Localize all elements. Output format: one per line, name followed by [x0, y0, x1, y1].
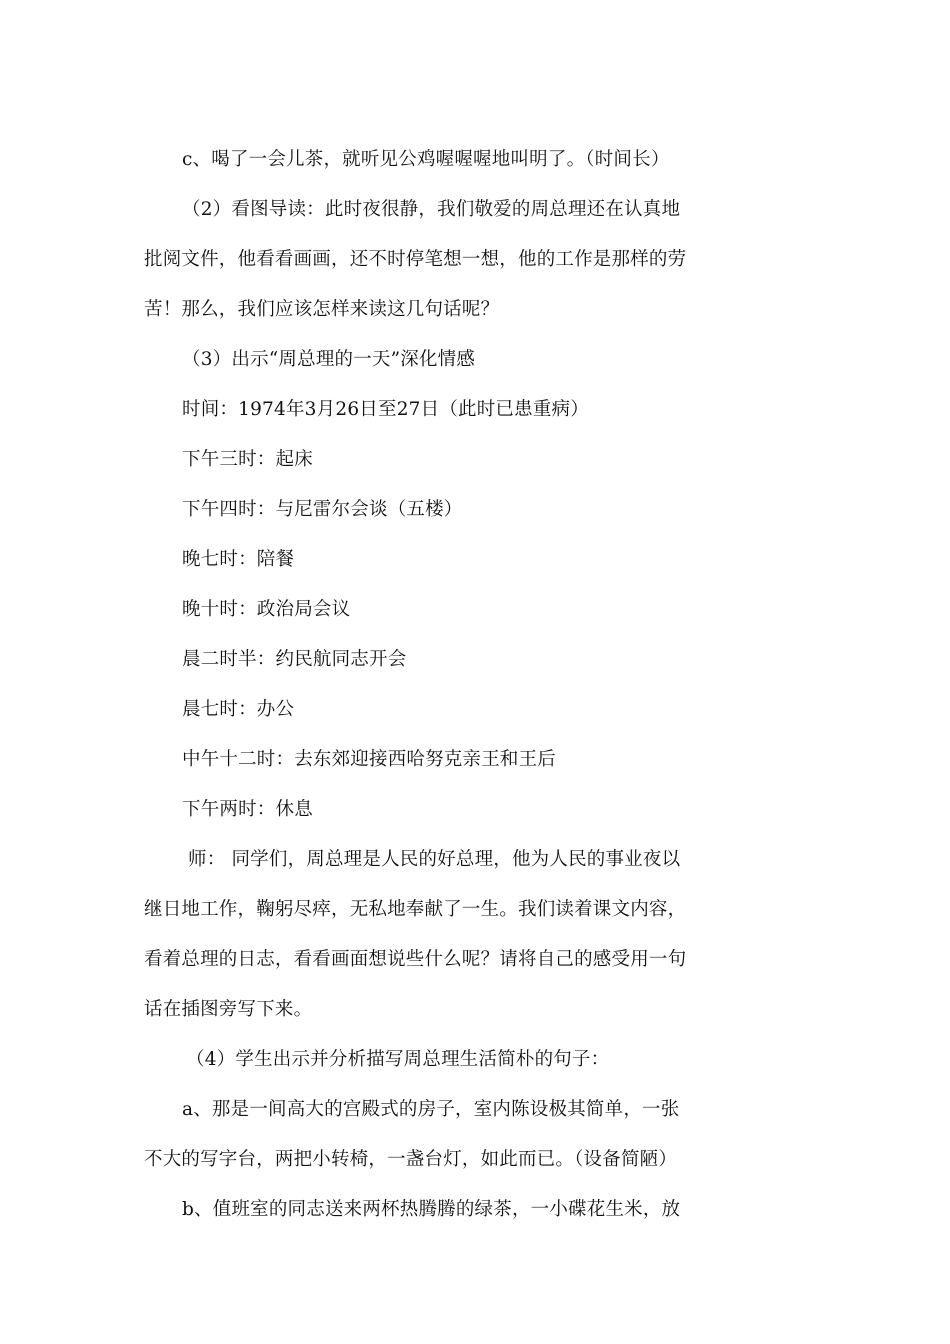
paragraph-line: b、值班室的同志送来两杯热腾腾的绿茶，一小碟花生米，放	[182, 1199, 681, 1220]
paragraph-line: 师： 同学们，周总理是人民的好总理，他为人民的事业夜以	[188, 849, 681, 870]
paragraph-line: 批阅文件，他看看画画，还不时停笔想一想，他的工作是那样的劳	[144, 249, 687, 270]
schedule-line: 下午四时：与尼雷尔会谈（五楼）	[182, 499, 463, 520]
paragraph-line: （3）出示“周总理的一天”深化情感	[182, 349, 476, 370]
schedule-line: 晚十时：政治局会议	[182, 599, 351, 620]
schedule-line: 晨二时半：约民航同志开会	[182, 649, 407, 670]
paragraph-line: a、那是一间高大的宫殿式的房子，室内陈设极其简单，一张	[182, 1099, 680, 1120]
paragraph-line: 看着总理的日志，看看画面想说些什么呢？请将自己的感受用一句	[144, 949, 687, 970]
paragraph-line: 苦！那么，我们应该怎样来读这几句话呢？	[144, 299, 500, 320]
schedule-line: 时间：1974年3月26日至27日（此时已患重病）	[182, 399, 589, 420]
schedule-line: 中午十二时：去东郊迎接西哈努克亲王和王后	[182, 749, 557, 770]
schedule-line: 下午两时：休息	[182, 799, 313, 820]
paragraph-line: c、喝了一会儿茶，就听见公鸡喔喔喔地叫明了。（时间长）	[182, 149, 670, 170]
paragraph-line: 话在插图旁写下来。	[144, 999, 313, 1020]
schedule-line: 晨七时：办公	[182, 699, 295, 720]
schedule-line: 晚七时：陪餐	[182, 549, 295, 570]
paragraph-line: 不大的写字台，两把小转椅，一盏台灯，如此而已。（设备简陋）	[144, 1149, 678, 1170]
paragraph-line: （2）看图导读：此时夜很静，我们敬爱的周总理还在认真地	[182, 199, 681, 220]
paragraph-line: （4）学生出示并分析描写周总理生活简朴的句子：	[186, 1049, 610, 1070]
schedule-line: 下午三时：起床	[182, 449, 313, 470]
paragraph-line: 继日地工作，鞠躬尽瘁，无私地奉献了一生。我们读着课文内容，	[144, 899, 687, 920]
